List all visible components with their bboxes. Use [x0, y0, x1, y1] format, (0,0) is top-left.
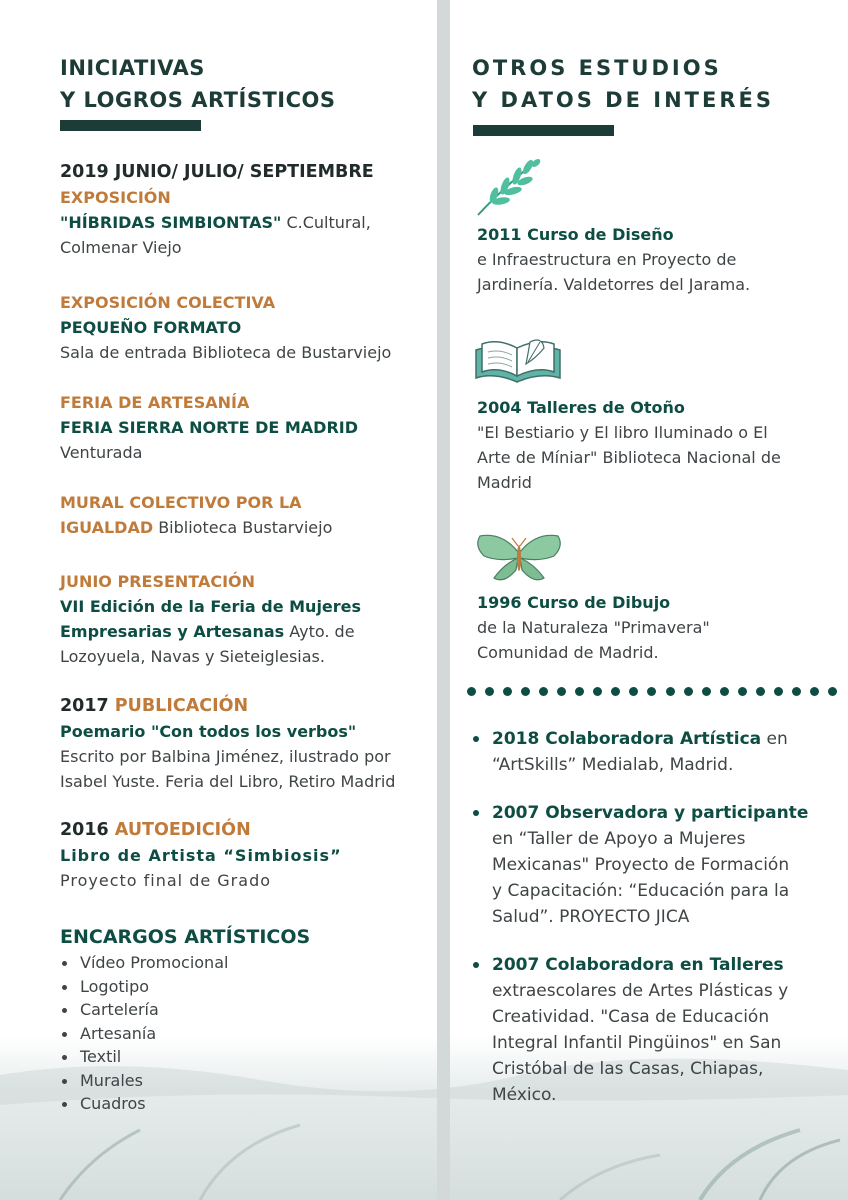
presentacion-feria-mujeres [60, 569, 361, 669]
description: Escrito por Balbina Jiménez, ilustrado por [60, 747, 391, 766]
collaboration-item [472, 952, 808, 1108]
category-heading: PUBLICACIÓN [108, 696, 249, 716]
collaboration-line: “ArtSkills” Medialab, Madrid. [492, 755, 734, 775]
collaboration-line: y Capacitación: “Educación para la [492, 881, 790, 901]
right-title-line-2: Y DATOS DE INTERÉS [472, 88, 774, 112]
column-divider [437, 0, 450, 1200]
separator-dot [738, 687, 747, 696]
left-title-line-1: INICIATIVAS [60, 56, 205, 80]
event-name: FERIA SIERRA NORTE DE MADRID [60, 418, 359, 437]
collaboration-title: 2007 Observadora y participante [492, 803, 809, 823]
dotted-separator [467, 687, 837, 699]
venue-text: Sala de entrada Biblioteca de Bustarviejo [60, 343, 392, 362]
collaborations-section [472, 726, 808, 1108]
encargos-section [60, 924, 310, 1116]
study-heading: 1996 Curso de Dibujo [477, 593, 671, 612]
butterfly-icon [474, 530, 564, 586]
study-2004 [477, 395, 781, 495]
category-heading-2: IGUALDAD [60, 518, 154, 537]
collaboration-inline: en [761, 729, 788, 749]
year: 2017 [60, 696, 109, 716]
separator-dot [774, 687, 783, 696]
event-name: VII Edición de la Feria de Mujeres [60, 597, 362, 616]
encargos-list [60, 951, 310, 1116]
separator-dot [629, 687, 638, 696]
category-heading: EXPOSICIÓN [60, 188, 171, 207]
venue-text-2: Colmenar Viejo [60, 238, 182, 257]
encargos-heading: ENCARGOS ARTÍSTICOS [60, 926, 311, 948]
collaboration-item [472, 726, 808, 778]
collaboration-line: Creatividad. "Casa de Educación [492, 1007, 770, 1027]
left-title-underline [60, 120, 201, 131]
exhibition-colectiva [60, 290, 391, 365]
separator-dot [828, 687, 837, 696]
collaboration-line: México. [492, 1085, 557, 1105]
category-heading: JUNIO PRESENTACIÓN [60, 572, 256, 591]
work-title: Poemario "Con todos los verbos" [60, 722, 357, 741]
collaboration-line: Integral Infantil Pingüinos" en San [492, 1033, 782, 1053]
collaboration-title: 2018 Colaboradora Artística [492, 729, 762, 749]
right-title-line-1: OTROS ESTUDIOS [472, 56, 722, 80]
collaboration-line: Cristóbal de las Casas, Chiapas, [492, 1059, 764, 1079]
venue-text: Ayto. de [284, 622, 355, 641]
exhibition-name: PEQUEÑO FORMATO [60, 318, 242, 337]
study-heading: 2004 Talleres de Otoño [477, 398, 685, 417]
open-book-icon [472, 334, 564, 386]
category-heading: AUTOEDICIÓN [108, 820, 251, 840]
category-heading: EXPOSICIÓN COLECTIVA [60, 293, 276, 312]
separator-dot [485, 687, 494, 696]
separator-dot [684, 687, 693, 696]
category-heading: FERIA DE ARTESANÍA [60, 393, 250, 412]
separator-dot [611, 687, 620, 696]
encargo-item: Murales [60, 1069, 310, 1093]
collaboration-line: Mexicanas" Proyecto de Formación [492, 855, 790, 875]
event-name-2: Empresarias y Artesanas [60, 622, 285, 641]
category-heading: MURAL COLECTIVO POR LA [60, 493, 302, 512]
year: 2016 [60, 820, 109, 840]
venue-text: C.Cultural, [281, 213, 371, 232]
study-2011 [477, 222, 750, 297]
separator-dot [666, 687, 675, 696]
separator-dot [467, 687, 476, 696]
separator-dot [720, 687, 729, 696]
collaboration-line: Salud”. PROYECTO JICA [492, 907, 690, 927]
venue-text: Biblioteca Bustarviejo [153, 518, 333, 537]
separator-dot [810, 687, 819, 696]
study-line: "El Bestiario y El libro Iluminado o El [477, 423, 768, 442]
study-line: Madrid [477, 473, 532, 492]
mural-colectivo [60, 490, 332, 540]
separator-dot [593, 687, 602, 696]
exhibition-name: "HÍBRIDAS SIMBIONTAS" [60, 213, 282, 232]
separator-dot [575, 687, 584, 696]
left-title-line-2: Y LOGROS ARTÍSTICOS [60, 88, 336, 112]
collaboration-item [472, 800, 808, 930]
feria-artesania [60, 390, 358, 465]
study-line: Jardinería. Valdetorres del Jarama. [477, 275, 751, 294]
encargo-item: Cartelería [60, 998, 310, 1022]
encargo-item: Textil [60, 1045, 310, 1069]
leaf-sprig-icon [474, 155, 542, 219]
collaboration-line: extraescolares de Artes Plásticas y [492, 981, 789, 1001]
collaborations-list [472, 726, 808, 1108]
description-2: Isabel Yuste. Feria del Libro, Retiro Madrid [60, 772, 396, 791]
left-section-title [60, 52, 335, 116]
publicacion-poemario [60, 694, 395, 794]
study-line: de la Naturaleza "Primavera" [477, 618, 710, 637]
study-heading: 2011 Curso de Diseño [477, 225, 674, 244]
work-title: Libro de Artista “Simbiosis” [60, 846, 342, 865]
date-line: 2019 JUNIO/ JULIO/ SEPTIEMBRE [60, 162, 374, 182]
encargo-item: Cuadros [60, 1092, 310, 1116]
study-line: Comunidad de Madrid. [477, 643, 659, 662]
separator-dot [702, 687, 711, 696]
encargo-item: Artesanía [60, 1022, 310, 1046]
collaboration-title: 2007 Colaboradora en Talleres [492, 955, 784, 975]
study-1996 [477, 590, 710, 665]
autoedicion-simbiosis [60, 818, 342, 893]
study-line: e Infraestructura en Proyecto de [477, 250, 737, 269]
right-section-title [472, 52, 774, 116]
separator-dot [539, 687, 548, 696]
right-title-underline [473, 125, 614, 136]
separator-dot [521, 687, 530, 696]
separator-dot [792, 687, 801, 696]
exhibition-hibridas [60, 160, 374, 260]
study-line: Arte de Míniar" Biblioteca Nacional de [477, 448, 781, 467]
separator-dot [503, 687, 512, 696]
encargo-item: Vídeo Promocional [60, 951, 310, 975]
separator-dot [557, 687, 566, 696]
description: Proyecto final de Grado [60, 871, 272, 890]
collaboration-line: en “Taller de Apoyo a Mujeres [492, 829, 746, 849]
separator-dot [756, 687, 765, 696]
venue-text-2: Lozoyuela, Navas y Sieteiglesias. [60, 647, 325, 666]
separator-dot [647, 687, 656, 696]
venue-text: Venturada [60, 443, 143, 462]
encargo-item: Logotipo [60, 975, 310, 999]
